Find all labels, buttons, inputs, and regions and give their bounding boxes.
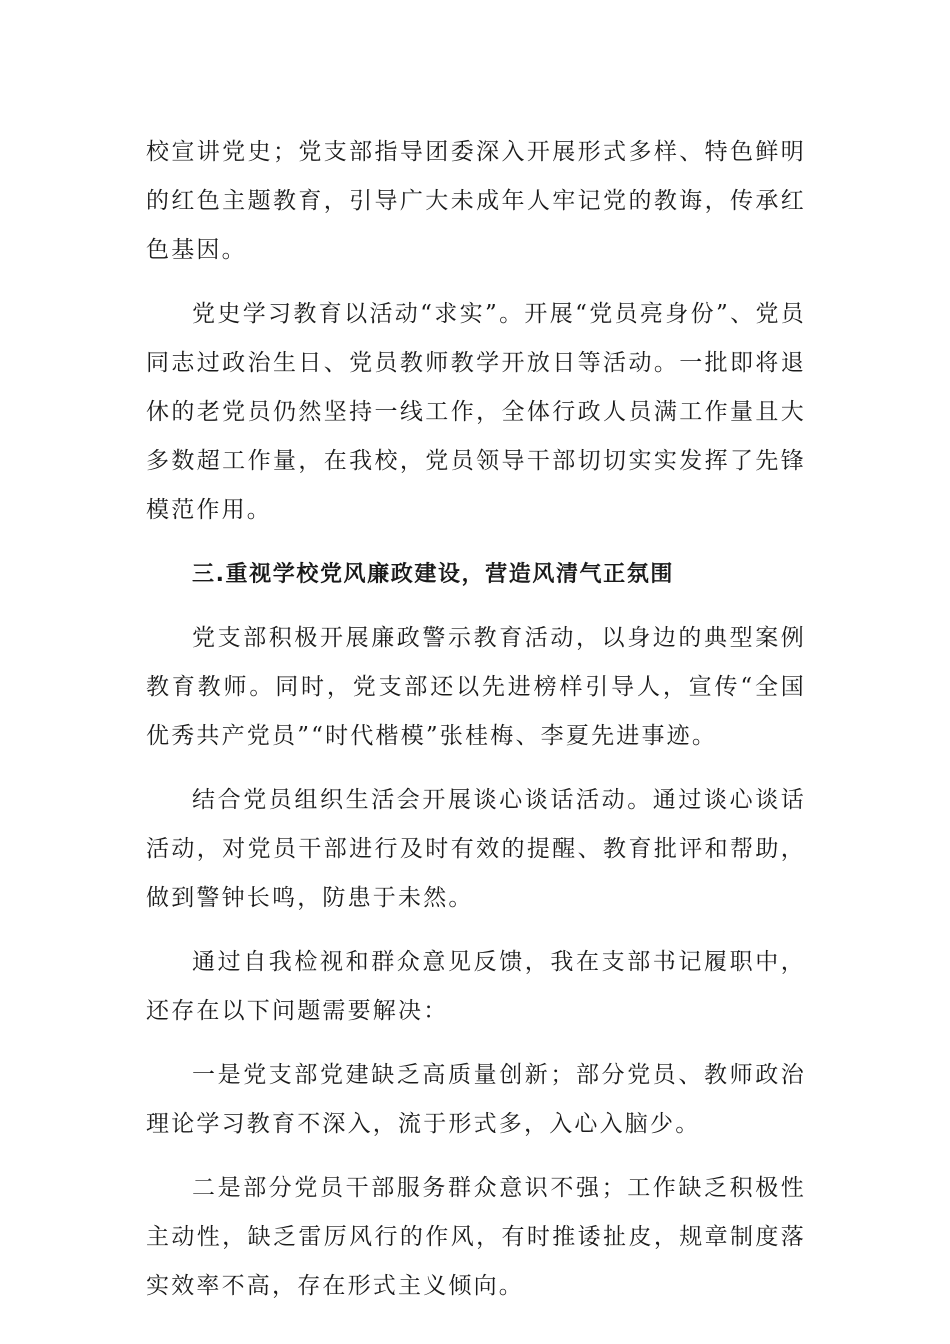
paragraph-2: 党史学习教育以活动“求实”。开展“党员亮身份”、党员同志过政治生日、党员教师教学开放日等活动。一批即将退休的老党员仍然坚持一线工作，全体行政人员满工作量且大多数超工作量，在我校，党员领导干部切切实实发挥了先锋模范作用。 <box>146 301 806 523</box>
paragraph-7: 二是部分党员干部服务群众意识不强；工作缺乏积极性主动性，缺乏雷厉风行的作风，有时推诿扯皮，规章制度落实效率不高，存在形式主义倾向。 <box>146 1175 806 1299</box>
paragraph-5: 通过自我检视和群众意见反馈，我在支部书记履职中，还存在以下问题需要解决： <box>146 949 806 1024</box>
paragraph-4: 结合党员组织生活会开展谈心谈话活动。通过谈心谈话活动，对党员干部进行及时有效的提醒、教育批评和帮助，做到警钟长鸣，防患于未然。 <box>146 787 806 911</box>
paragraph-1: 校宣讲党史；党支部指导团委深入开展形式多样、特色鲜明的红色主题教育，引导广大未成年人牢记党的教诲，传承红色基因。 <box>146 139 806 263</box>
document-body <box>146 128 806 1326</box>
section-heading-3: 三.重视学校党风廉政建设，营造风清气正氛围 <box>192 562 674 587</box>
paragraph-6: 一是党支部党建缺乏高质量创新；部分党员、教师政治理论学习教育不深入，流于形式多，入心入脑少。 <box>146 1062 806 1137</box>
paragraph-3: 党支部积极开展廉政警示教育活动，以身边的典型案例教育教师。同时，党支部还以先进榜样引导人，宣传“全国优秀共产党员”“时代楷模”张桂梅、李夏先进事迹。 <box>146 625 806 749</box>
